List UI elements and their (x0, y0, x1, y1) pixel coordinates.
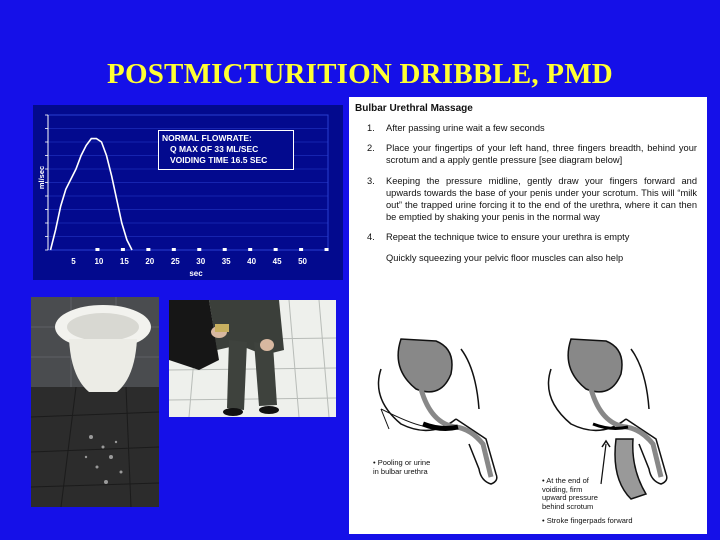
massage-instructions-panel (349, 97, 707, 534)
toilet-photo-illustration (31, 297, 159, 507)
x-tick-label: 15 (119, 257, 129, 266)
x-tick-marker (146, 248, 150, 251)
step-item (367, 122, 697, 134)
x-tick-marker (172, 248, 176, 251)
x-tick-label: 40 (247, 257, 257, 266)
step-item (367, 175, 697, 224)
x-tick-label: 10 (94, 257, 104, 266)
x-tick-marker (299, 248, 303, 251)
diagram-label-pressure: • At the end of voiding, firm upward pressure behind scrotum (542, 476, 598, 511)
step-number: 1. (367, 123, 375, 133)
diagram-label-pooling: • Pooling or urine in bulbar urethra (373, 458, 431, 476)
annotation-line-3: VOIDING TIME 16.5 SEC (170, 155, 268, 165)
x-tick-marker (197, 248, 201, 251)
man-photo-illustration (169, 300, 336, 417)
annotation-line-1: NORMAL FLOWRATE: (162, 133, 252, 143)
slide-title: POSTMICTURITION DRIBBLE, PMD (107, 58, 613, 90)
steps-list (367, 122, 697, 264)
anatomy-right (549, 339, 667, 499)
x-tick-marker (248, 248, 252, 251)
urethra-anatomy-diagram (361, 329, 696, 529)
x-axis-label: sec (189, 269, 203, 278)
step-text: After passing urine wait a few seconds (386, 123, 545, 133)
x-tick-label: 35 (221, 257, 231, 266)
step-number: 3. (367, 175, 375, 186)
step-text: Place your fingertips of your left hand, three fingers breadth, behind your scrotum and a apply gentle pressure [see diagram below] (386, 143, 697, 166)
step-text: Keeping the pressure midline, gently draw your fingers forward and upwards towards the base of your penis under your scrotum. This will “milk out” the trapped urine forcing it to the end of the urethra, where it can then be emptied by shaking your penis in the normal way (386, 175, 697, 223)
x-tick-marker (325, 248, 329, 251)
x-tick-label: 5 (71, 257, 76, 266)
x-tick-marker (121, 248, 125, 251)
x-tick-label: 30 (196, 257, 206, 266)
x-tick-label: 50 (298, 257, 307, 266)
flowrate-chart (33, 105, 343, 280)
step-number: 2. (367, 143, 375, 154)
x-tick-label: 25 (170, 257, 180, 266)
toilet-floor-photo (31, 297, 159, 507)
step-number: 4. (367, 232, 375, 243)
diagram-label-stroke: • Stroke fingerpads forward (542, 516, 633, 525)
pelvic-floor-tip: Quickly squeezing your pelvic floor muscles can also help (386, 252, 624, 263)
chart-annotation-box (158, 130, 294, 170)
x-tick-label: 20 (145, 257, 155, 266)
step-text: Repeat the technique twice to ensure your urethra is empty (386, 232, 630, 243)
annotation-line-2: Q MAX OF 33 ML/SEC (170, 144, 259, 154)
panel-heading: Bulbar Urethral Massage (355, 103, 473, 114)
x-tick-marker (95, 248, 99, 251)
step-item (367, 142, 697, 166)
man-standing-photo (169, 300, 336, 417)
step-item (367, 231, 697, 243)
x-tick-marker (223, 248, 227, 251)
x-tick-label: 45 (272, 257, 282, 266)
y-axis-label: ml/sec (37, 165, 46, 190)
x-tick-marker (274, 248, 278, 251)
